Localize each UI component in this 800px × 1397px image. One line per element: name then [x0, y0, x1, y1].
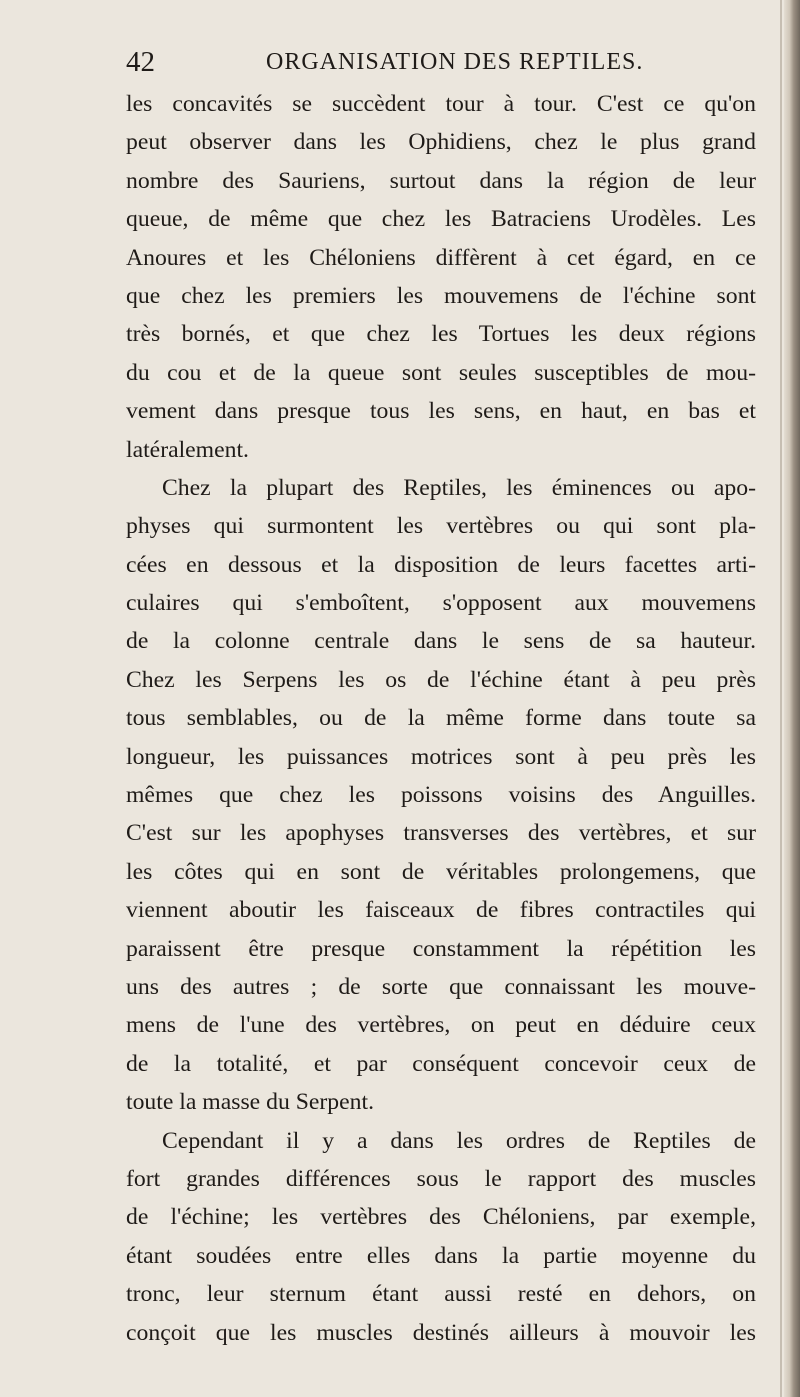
text-line: toute la masse du Serpent. — [126, 1089, 375, 1116]
text-line: queue, de même que chez les Batraciens Urodèles. Les — [126, 206, 756, 233]
text-line: tous semblables, ou de la même forme dans toute sa — [126, 705, 756, 732]
text-line: C'est sur les apophyses transverses des vertèbres, et sur — [126, 820, 756, 847]
text-line: conçoit que les muscles destinés ailleurs à mouvoir les — [126, 1319, 756, 1346]
text-line: mens de l'une des vertèbres, on peut en déduire ceux — [126, 1012, 756, 1039]
text-line: Chez les Serpens les os de l'échine étant à peu près — [126, 666, 756, 693]
text-line: de la colonne centrale dans le sens de sa hauteur. — [126, 628, 756, 655]
text-line: paraissent être presque constamment la répétition les — [126, 935, 756, 962]
page-edge-line — [780, 0, 782, 1397]
text-line: tronc, leur sternum étant aussi resté en dehors, on — [126, 1281, 756, 1308]
text-line: physes qui surmontent les vertèbres ou qui sont pla- — [126, 513, 756, 540]
paragraph-start: Chez la plupart des Reptiles, les éminences ou apo- — [162, 474, 756, 501]
text-line: de la totalité, et par conséquent concevoir ceux de — [126, 1050, 756, 1077]
body-text — [126, 85, 756, 1352]
text-line: culaires qui s'emboîtent, s'opposent aux mouvemens — [126, 590, 756, 617]
text-line: que chez les premiers les mouvemens de l'échine sont — [126, 282, 756, 309]
text-line: vement dans presque tous les sens, en haut, en bas et — [126, 398, 756, 425]
text-line: peut observer dans les Ophidiens, chez le plus grand — [126, 129, 756, 156]
page-edge-shadow — [784, 0, 800, 1397]
text-line: fort grandes différences sous le rapport des muscles — [126, 1165, 756, 1192]
text-line: étant soudées entre elles dans la partie moyenne du — [126, 1242, 756, 1269]
text-line: Anoures et les Chéloniens diffèrent à cet égard, en ce — [126, 244, 756, 271]
paragraph-start: Cependant il y a dans les ordres de Reptiles de — [162, 1127, 756, 1154]
text-line: les côtes qui en sont de véritables prolongemens, que — [126, 858, 756, 885]
text-line: de l'échine; les vertèbres des Chéloniens, par exemple, — [126, 1204, 756, 1231]
text-line: nombre des Sauriens, surtout dans la région de leur — [126, 167, 756, 194]
text-line: cées en dessous et la disposition de leurs facettes arti- — [126, 551, 756, 578]
text-line: mêmes que chez les poissons voisins des Anguilles. — [126, 782, 756, 809]
text-line: viennent aboutir les faisceaux de fibres contractiles qui — [126, 897, 756, 924]
running-title: ORGANISATION DES REPTILES. — [266, 49, 644, 75]
text-line: longueur, les puissances motrices sont à peu près les — [126, 743, 756, 770]
text-line: très bornés, et que chez les Tortues les deux régions — [126, 321, 756, 348]
page-header — [126, 42, 756, 82]
text-line: les concavités se succèdent tour à tour. C'est ce qu'on — [126, 91, 756, 117]
text-line: latéralement. — [126, 436, 249, 463]
text-line: du cou et de la queue sont seules susceptibles de mou- — [126, 359, 756, 386]
page-number: 42 — [126, 46, 155, 78]
text-line: uns des autres ; de sorte que connaissant les mouve- — [126, 973, 756, 1000]
